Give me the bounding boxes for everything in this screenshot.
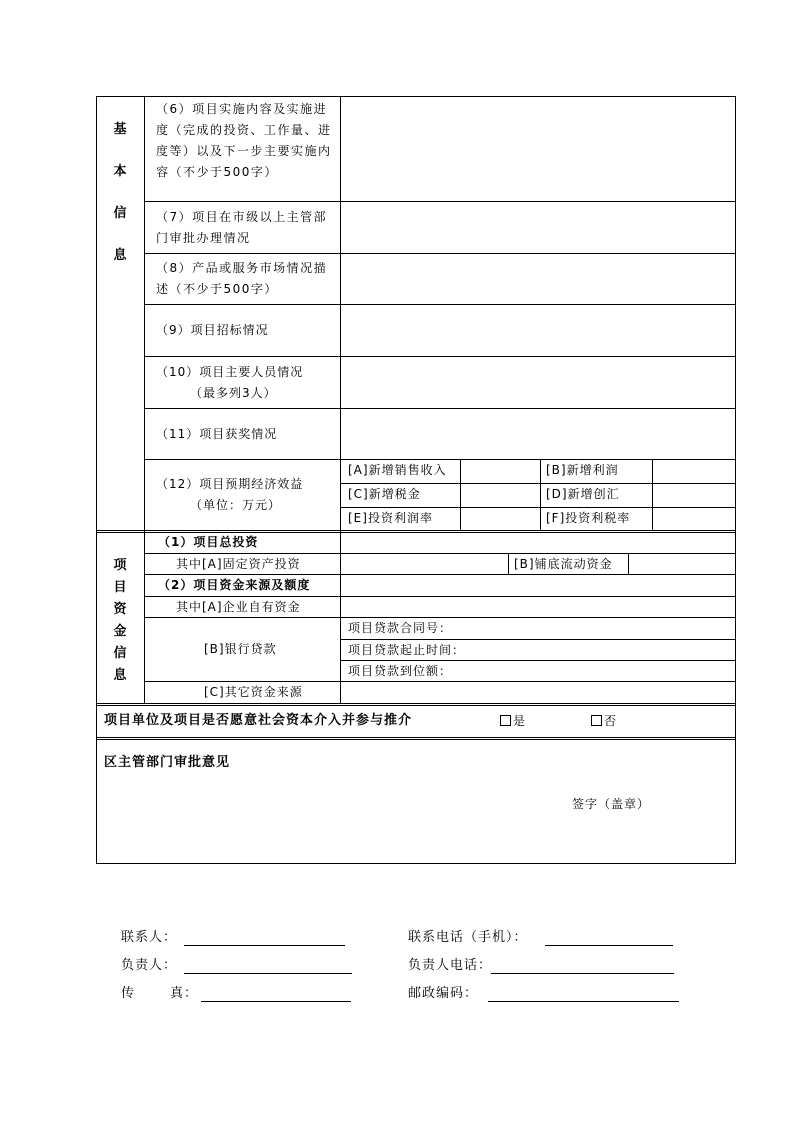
- row-line: [144, 356, 736, 357]
- responsible-phone-label: 负责人电话：: [408, 958, 493, 973]
- row-line: [144, 553, 736, 554]
- row-label-approval-status: （7）项目在市级以上主管部门审批办理情况: [156, 210, 328, 245]
- social-capital-yes-option[interactable]: [500, 713, 526, 729]
- section-label-funding-info: [108, 554, 132, 686]
- col-line: [652, 459, 653, 531]
- fax-label-1: 传: [121, 986, 136, 1001]
- row-line: [96, 705, 736, 706]
- funding-total-investment: （1）项目总投资: [158, 535, 259, 549]
- row-label-personnel: （10）项目主要人员情况: [156, 365, 304, 379]
- row-line: [144, 681, 736, 682]
- contact-person-label: 联系人：: [121, 930, 178, 945]
- fax-label-2: 真：: [170, 986, 199, 1001]
- table-border-left: [96, 96, 97, 864]
- row-line: [96, 703, 736, 704]
- table-border-top: [96, 96, 736, 97]
- checkbox-no[interactable]: [591, 715, 602, 726]
- checkbox-yes[interactable]: [500, 715, 511, 726]
- funding-other-sources: [C]其它资金来源: [204, 685, 303, 699]
- funding-self-funds: 其中[A]企业自有资金: [176, 600, 301, 614]
- responsible-phone-field[interactable]: [491, 973, 674, 974]
- row-label-benefit-unit: （单位：万元）: [190, 498, 282, 512]
- benefit-investment-profit-rate: [E]投资利润率: [348, 511, 433, 525]
- benefit-new-tax: [C]新增税金: [348, 487, 421, 501]
- section-label-basic-info: [108, 118, 132, 286]
- row-line: [96, 739, 736, 740]
- section-char: 息: [113, 248, 127, 263]
- row-line: [144, 304, 736, 305]
- section-char: 本: [113, 164, 127, 179]
- section-separator: [96, 532, 736, 533]
- row-line: [144, 253, 736, 254]
- loan-contract-number: 项目贷款合同号：: [348, 621, 453, 635]
- section-char: 项: [113, 558, 127, 573]
- section-char: 资: [113, 602, 127, 617]
- loan-period: 项目贷款起止时间：: [348, 643, 466, 657]
- row-label-benefit: （12）项目预期经济效益: [156, 477, 304, 491]
- section-char: 信: [113, 646, 127, 661]
- benefit-new-profit: [B]新增利润: [546, 463, 619, 477]
- funding-source-title: （2）项目资金来源及额度: [158, 578, 311, 592]
- option-label: 否: [604, 714, 618, 728]
- postcode-label: 邮政编码：: [408, 986, 479, 1001]
- approval-signature: 签字（盖章）: [572, 797, 651, 811]
- row-line: [340, 639, 736, 640]
- col-line: [460, 459, 461, 531]
- col-line: [628, 553, 629, 574]
- social-capital-question: 项目单位及项目是否愿意社会资本介入并参与推介: [104, 713, 413, 728]
- funding-bank-loan: [B]银行贷款: [204, 642, 277, 656]
- section-char: 金: [113, 624, 127, 639]
- benefit-investment-tax-rate: [F]投资利税率: [546, 511, 631, 525]
- contact-phone-field[interactable]: [545, 945, 673, 946]
- row-line: [340, 660, 736, 661]
- postcode-field[interactable]: [488, 1001, 679, 1002]
- col-line: [508, 553, 509, 574]
- funding-fixed-asset: 其中[A]固定资产投资: [176, 557, 301, 571]
- row-label-implementation: （6）项目实施内容及实施进度（完成的投资、工作量、进度等）以及下一步主要实施内容（不少于500字）: [156, 102, 332, 179]
- option-label: 是: [513, 714, 527, 728]
- loan-amount: 项目贷款到位额：: [348, 664, 453, 678]
- section-separator: [96, 530, 736, 531]
- section-char: 目: [113, 580, 127, 595]
- table-border-right: [735, 96, 736, 864]
- row-line: [144, 617, 736, 618]
- contact-phone-label: 联系电话（手机）：: [408, 930, 528, 945]
- row-line: [96, 737, 736, 738]
- row-line: [144, 459, 736, 460]
- section-divider: [144, 96, 145, 704]
- section-char: 基: [113, 122, 127, 137]
- row-label-market: （8）产品或服务市场情况描述（不少于500字）: [156, 261, 328, 296]
- row-line: [144, 574, 736, 575]
- table-border-bottom: [96, 863, 736, 864]
- row-line: [144, 201, 736, 202]
- row-label-awards: （11）项目获奖情况: [156, 427, 278, 441]
- row-label-bidding: （9）项目招标情况: [156, 323, 269, 337]
- funding-working-capital: [B]铺底流动资金: [514, 557, 613, 571]
- benefit-new-forex: [D]新增创汇: [546, 487, 620, 501]
- social-capital-no-option[interactable]: [591, 713, 617, 729]
- col-line: [540, 459, 541, 531]
- row-line: [144, 596, 736, 597]
- row-line: [144, 408, 736, 409]
- approval-title: 区主管部门审批意见: [104, 755, 231, 770]
- label-divider: [340, 96, 341, 704]
- row-label-personnel-note: （最多列3人）: [190, 386, 277, 400]
- section-char: 信: [113, 206, 127, 221]
- fax-field[interactable]: [201, 1001, 351, 1002]
- benefit-new-sales: [A]新增销售收入: [348, 463, 447, 477]
- row-line: [340, 483, 736, 484]
- row-line: [340, 507, 736, 508]
- responsible-field[interactable]: [184, 973, 352, 974]
- responsible-label: 负责人：: [121, 958, 178, 973]
- contact-person-field[interactable]: [184, 945, 345, 946]
- section-char: 息: [113, 668, 127, 683]
